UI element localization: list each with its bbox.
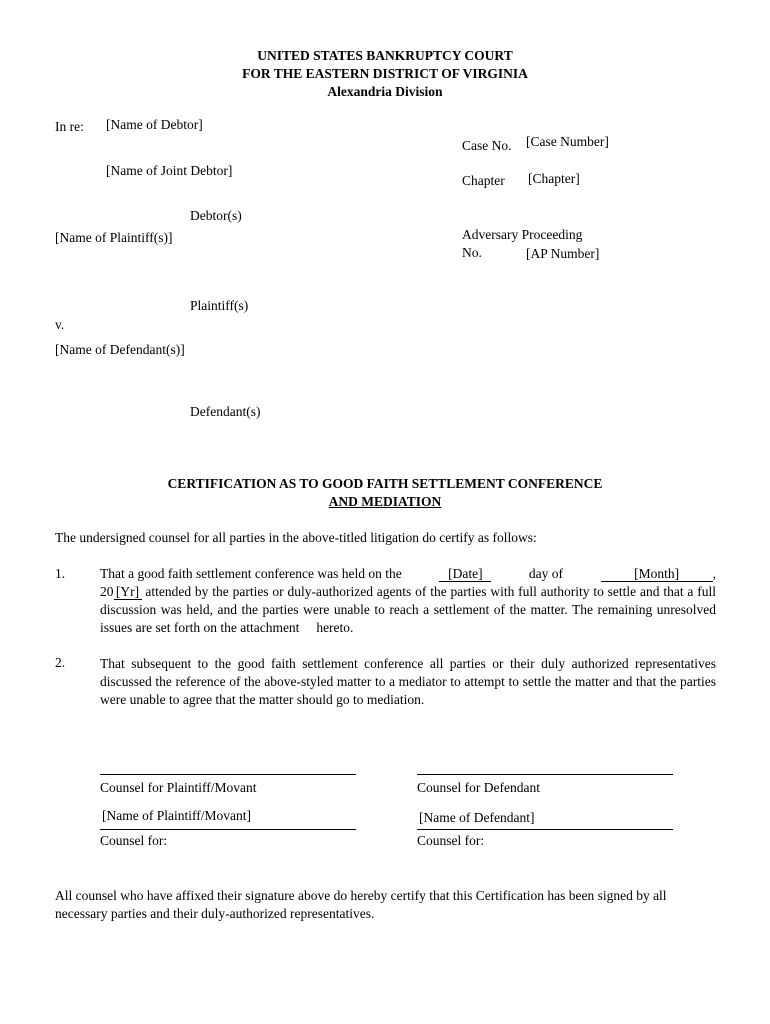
item1-text-e: hereto. <box>316 620 354 635</box>
plaintiff-movant-name-field[interactable]: [Name of Plaintiff/Movant] <box>102 808 251 823</box>
defendant-counsel-caption: Counsel for Defendant <box>417 780 540 795</box>
defendants-label: Defendant(s) <box>190 404 261 419</box>
document-subtitle: AND MEDIATION <box>328 494 442 509</box>
defendant-name-field[interactable]: [Name of Defendant] <box>419 810 535 825</box>
year-prefix: 20 <box>100 584 114 599</box>
plaintiff-name-field[interactable]: [Name of Plaintiff(s)] <box>55 230 173 245</box>
case-no-label: Case No. <box>462 138 512 153</box>
plaintiff-counsel-for-label: Counsel for: <box>100 833 168 848</box>
chapter-field[interactable]: [Chapter] <box>528 171 580 186</box>
adversary-no-label: No. <box>462 245 482 260</box>
closing-certification: All counsel who have affixed their signature above do hereby certify that this Certification has been signed by all necessary parties and their duly-authorized representatives. <box>55 888 667 921</box>
defendant-name-field[interactable]: [Name of Defendant(s)] <box>55 342 185 357</box>
chapter-label: Chapter <box>462 173 505 188</box>
plaintiff-counsel-caption: Counsel for Plaintiff/Movant <box>100 780 257 795</box>
item1-text-c: , <box>712 566 716 581</box>
versus-label: v. <box>55 317 65 332</box>
plaintiffs-label: Plaintiff(s) <box>190 298 249 313</box>
item1-text-d: attended by the parties or duly-authorized agents of the parties with full authority to settle and that a full discussion was held, and the parties were unable to reach a settlement of the matter. The remaining unresolved issues are set forth on the attachment <box>100 584 716 635</box>
debtors-label: Debtor(s) <box>190 208 242 223</box>
plaintiff-signature-line[interactable] <box>100 774 356 775</box>
item1-text-a: That a good faith settlement conference was held on the <box>100 566 402 581</box>
ap-number-field[interactable]: [AP Number] <box>526 246 600 261</box>
defendant-counsel-for-label: Counsel for: <box>417 833 485 848</box>
year-field[interactable]: [Yr] <box>114 585 142 600</box>
item1-text-b: day of <box>528 566 564 581</box>
intro-text: The undersigned counsel for all parties in the above-titled litigation do certify as follows: <box>55 530 537 545</box>
plaintiff-name-underline <box>100 829 356 830</box>
date-field[interactable]: [Date] <box>439 567 491 582</box>
joint-debtor-name-field[interactable]: [Name of Joint Debtor] <box>106 163 233 178</box>
defendant-signature-line[interactable] <box>417 774 673 775</box>
debtor-name-field[interactable]: [Name of Debtor] <box>106 117 203 132</box>
adversary-proceeding-label: Adversary Proceeding <box>462 227 583 242</box>
item1-number: 1. <box>55 566 66 581</box>
district-name: FOR THE EASTERN DISTRICT OF VIRGINIA <box>242 66 528 81</box>
defendant-name-underline <box>417 829 673 830</box>
court-name: UNITED STATES BANKRUPTCY COURT <box>257 48 513 63</box>
division-name: Alexandria Division <box>327 84 443 99</box>
in-re-label: In re: <box>55 119 84 134</box>
item1-paragraph <box>100 565 716 637</box>
case-number-field[interactable]: [Case Number] <box>526 134 609 149</box>
item2-paragraph: That subsequent to the good faith settlement conference all parties or their duly authorized representatives discussed the reference of the above-styled matter to a mediator to attempt to settle the matter and that the parties were unable to agree that the matter should go to mediation. <box>100 656 716 707</box>
month-field[interactable]: [Month] <box>601 567 713 582</box>
document-title: CERTIFICATION AS TO GOOD FAITH SETTLEMENT CONFERENCE <box>167 476 603 491</box>
item2-number: 2. <box>55 655 66 670</box>
